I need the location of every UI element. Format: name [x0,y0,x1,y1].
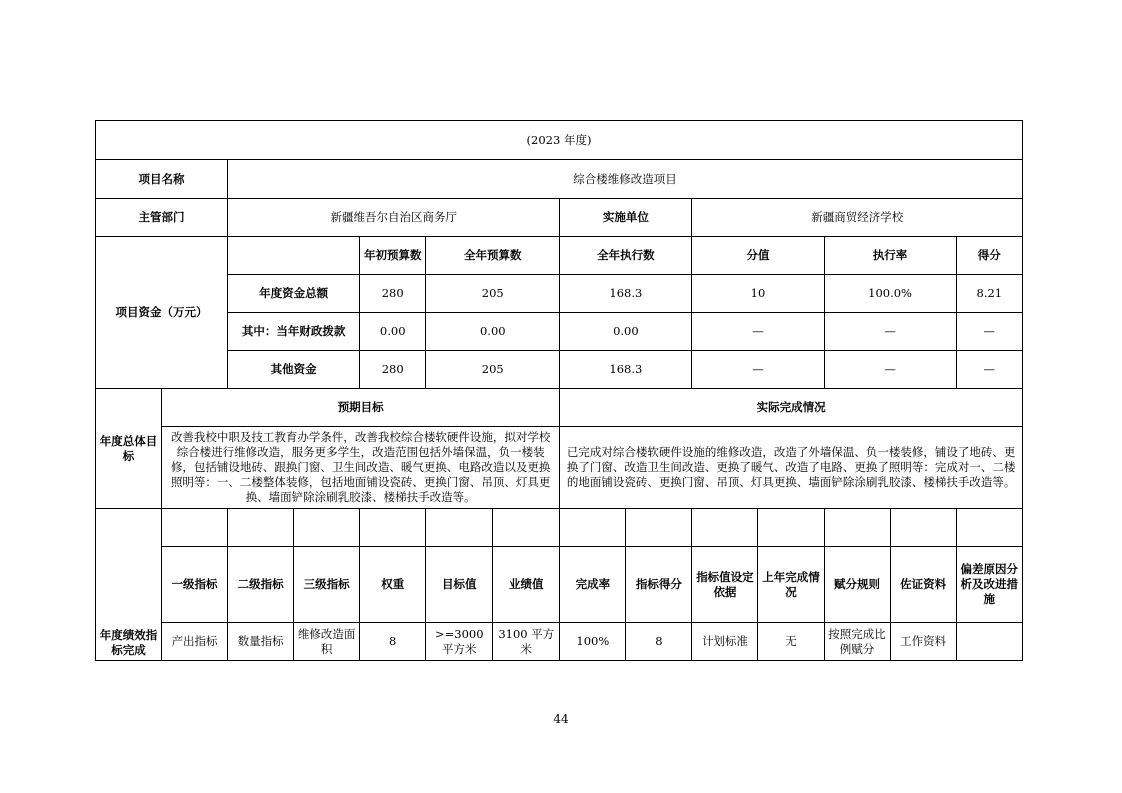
funds-cell: 205 [426,275,560,313]
funds-header: 全年预算数 [426,237,560,275]
expected-goal-header: 预期目标 [162,389,560,427]
goals-label: 年度总体目标 [96,389,162,509]
funds-header: 年初预算数 [360,237,426,275]
funds-label: 项目资金（万元） [96,237,228,389]
indicator-cell: 工作资料 [890,623,956,661]
report-title: (2023 年度) [96,121,1023,160]
funds-header-blank [228,237,360,275]
empty-cell [890,509,956,547]
indicator-header: 一级指标 [162,547,228,623]
funds-cell: 100.0% [824,275,956,313]
funds-header: 执行率 [824,237,956,275]
funds-cell: — [692,313,824,351]
indicator-cell: 无 [758,623,824,661]
actual-completion-header: 实际完成情况 [560,389,1023,427]
funds-row-name: 年度资金总额 [228,275,360,313]
funds-cell: 280 [360,351,426,389]
funds-cell: 205 [426,351,560,389]
indicator-header: 上年完成情况 [758,547,824,623]
project-name-label: 项目名称 [96,160,228,199]
funds-cell: 168.3 [560,275,692,313]
impl-unit-label: 实施单位 [560,199,692,237]
indicator-header: 二级指标 [228,547,294,623]
indicator-header: 业绩值 [493,547,560,623]
indicator-header: 佐证资料 [890,547,956,623]
funds-cell: — [824,351,956,389]
funds-cell: — [956,351,1022,389]
indicator-cell [956,623,1022,661]
indicator-header: 指标值设定依据 [692,547,758,623]
empty-cell [228,509,294,547]
empty-cell [426,509,493,547]
funds-cell: 280 [360,275,426,313]
empty-cell [360,509,426,547]
indicator-header: 赋分规则 [824,547,890,623]
indicator-header: 目标值 [426,547,493,623]
funds-header: 分值 [692,237,824,275]
funds-header: 得分 [956,237,1022,275]
indicator-header: 完成率 [560,547,626,623]
empty-cell [560,509,626,547]
funds-cell: — [956,313,1022,351]
impl-unit-value: 新疆商贸经济学校 [692,199,1023,237]
funds-cell: 8.21 [956,275,1022,313]
indicator-header: 指标得分 [626,547,692,623]
performance-report-table [95,120,1023,661]
page-number: 44 [553,712,569,726]
indicators-label: 年度绩效指标完成 [96,509,162,661]
indicator-header: 权重 [360,547,426,623]
indicator-cell: 产出指标 [162,623,228,661]
empty-cell [956,509,1022,547]
empty-cell [824,509,890,547]
funds-cell: 0.00 [560,313,692,351]
empty-cell [692,509,758,547]
indicator-cell: 8 [626,623,692,661]
funds-cell: 0.00 [426,313,560,351]
funds-cell: 10 [692,275,824,313]
dept-label: 主管部门 [96,199,228,237]
indicator-cell: 按照完成比例赋分 [824,623,890,661]
project-name-value: 综合楼维修改造项目 [228,160,1023,199]
indicator-cell: 100% [560,623,626,661]
empty-cell [758,509,824,547]
indicator-cell: 数量指标 [228,623,294,661]
funds-cell: — [824,313,956,351]
funds-cell: 168.3 [560,351,692,389]
funds-header: 全年执行数 [560,237,692,275]
empty-cell [626,509,692,547]
actual-completion-text: 已完成对综合楼软硬件设施的维修改造，改造了外墙保温、负一楼装修，铺设了地砖、更换了门窗、改造卫生间改造、更换了暖气、改造了电路、更换了照明等：完成对一、二楼的地面铺设瓷砖、更换门窗、吊顶、灯具更换、墙面铲除涂刷乳胶漆、楼梯扶手改造等。 [560,427,1023,509]
indicator-cell: 3100 平方米 [493,623,560,661]
expected-goal-text: 改善我校中职及技工教育办学条件，改善我校综合楼软硬件设施，拟对学校综合楼进行维修改造，服务更多学生，改造范围包括外墙保温，负一楼装修，包括铺设地砖、跟换门窗、卫生间改造、暖气更换、电路改造以及更换照明等：一、二楼整体装修，包括地面铺设瓷砖、更换门窗、吊顶、灯具更换、墙面铲除涂刷乳胶漆、楼梯扶手改造等。 [162,427,560,509]
dept-value: 新疆维吾尔自治区商务厅 [228,199,560,237]
funds-row-name: 其中：当年财政拨款 [228,313,360,351]
indicator-cell: 维修改造面积 [294,623,360,661]
empty-cell [493,509,560,547]
funds-cell: 0.00 [360,313,426,351]
funds-cell: — [692,351,824,389]
indicator-header: 三级指标 [294,547,360,623]
indicator-cell: >=3000 平方米 [426,623,493,661]
indicator-header: 偏差原因分析及改进措施 [956,547,1022,623]
funds-row-name: 其他资金 [228,351,360,389]
indicator-cell: 8 [360,623,426,661]
indicator-cell: 计划标准 [692,623,758,661]
empty-cell [162,509,228,547]
empty-cell [294,509,360,547]
